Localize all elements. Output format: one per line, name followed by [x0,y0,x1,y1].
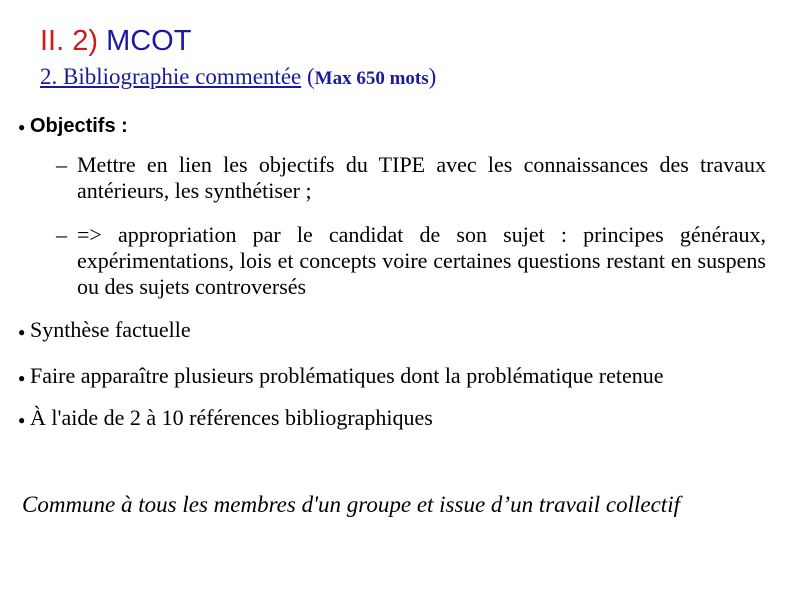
bullet-synthese [18,317,191,343]
sub-item-dash: – [56,222,67,247]
footer-note: Commune à tous les membres d'un groupe et issue d’un travail collectif [22,492,680,517]
bullet-problematiques [18,363,664,389]
sub-item-text: Mettre en lien les objectifs du TIPE avec les connaissances des travaux antérieurs, les synthétiser ; [77,152,766,203]
title-prefix: II. 2) [40,25,107,57]
bullet-dot: ● [18,119,26,134]
bullet-objectifs [18,112,128,138]
bullet-dot: ● [18,370,26,385]
bullet-dot: ● [18,412,26,427]
title-mcot: MCOT [106,25,192,57]
sub-item-1 [56,152,766,204]
bullet-references-text: À l'aide de 2 à 10 références bibliographiques [30,405,433,430]
sub-item-2 [56,222,766,300]
slide-subtitle [40,64,436,90]
sub-item-text: => appropriation par le candidat de son sujet : principes généraux, expérimentations, lois et concepts voire certaines questions restant en suspens ou des sujets controversés [77,222,766,299]
sub-item-dash: – [56,152,67,177]
bullet-objectifs-label: Objectifs : [30,115,128,137]
bullet-references [18,405,433,431]
subtitle-text: 2. Bibliographie commentée [40,64,302,89]
subtitle-word-limit: Max 650 mots [314,68,429,89]
bullet-dot: ● [18,324,26,339]
bullet-synthese-text: Synthèse factuelle [30,317,191,342]
slide-title [40,26,191,58]
subtitle-paren-close: ) [428,64,437,89]
bullet-problematiques-text: Faire apparaître plusieurs problématiques dont la problématique retenue [30,363,664,388]
subtitle-paren-open: ( [301,64,315,89]
